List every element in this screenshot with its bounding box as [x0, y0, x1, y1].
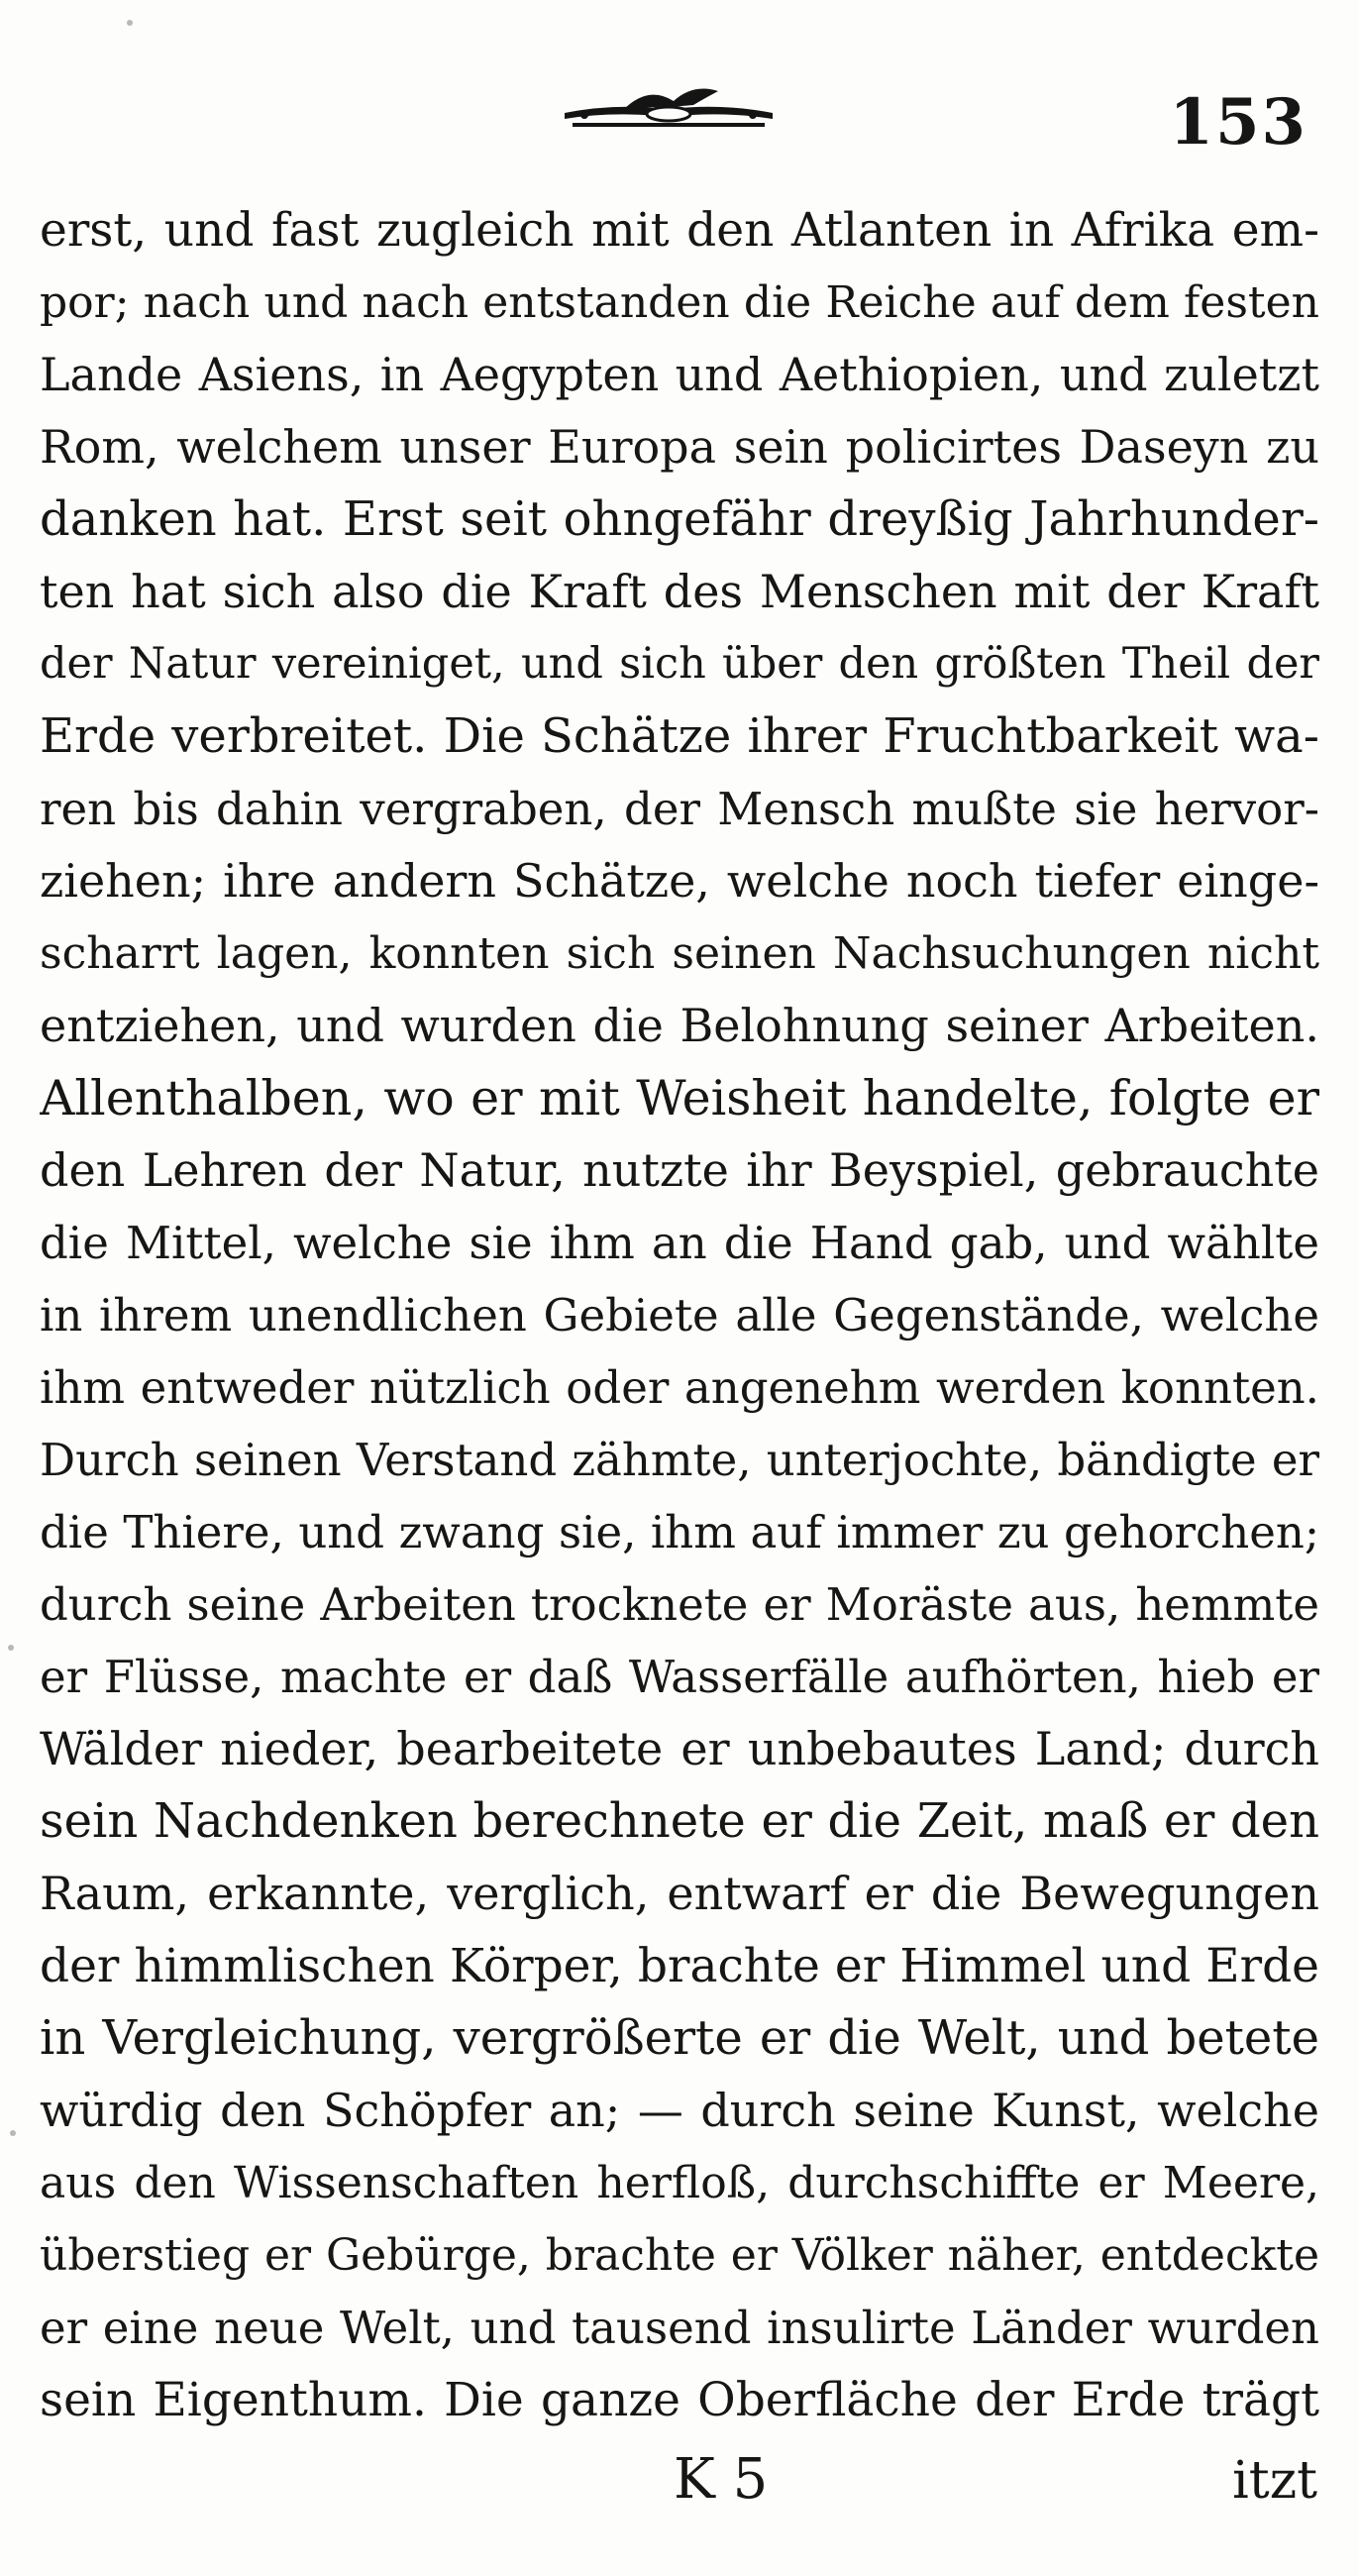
text-line: die Mittel, welche sie ihm an die Hand gab, und wählte — [40, 1217, 1319, 1269]
signature-mark: K 5 — [674, 2447, 769, 2512]
ornament-vignette — [555, 79, 783, 139]
text-line: der himmlischen Körper, brachte er Himmel und Erde — [40, 1939, 1319, 1993]
catchword: itzt — [1232, 2451, 1317, 2511]
text-line: Wälder nieder, bearbeitete er unbebautes Land; durch — [40, 1722, 1319, 1775]
text-line: den Lehren der Natur, nutzte ihr Beyspiel, gebrauchte — [40, 1143, 1319, 1197]
paper-speck — [10, 2130, 16, 2136]
text-line: sein Nachdenken berechnete er die Zeit, maß er den — [40, 1793, 1319, 1849]
text-line: würdig den Schöpfer an; — durch seine Kunst, welche — [40, 2084, 1319, 2137]
paper-speck — [127, 20, 133, 26]
text-line: ten hat sich also die Kraft des Menschen mit der Kraft — [40, 565, 1319, 618]
text-line: der Natur vereiniget, und sich über den größten Theil der — [40, 639, 1319, 689]
text-line: ihm entweder nützlich oder angenehm werden konnten. — [40, 1361, 1319, 1414]
text-line: por; nach und nach entstanden die Reiche auf dem festen — [40, 277, 1319, 328]
text-line: Rom, welchem unser Europa sein policirtes Daseyn zu — [40, 420, 1319, 474]
text-line: sein Eigenthum. Die ganze Oberfläche der Erde trägt — [40, 2373, 1319, 2427]
text-line: erst, und fast zugleich mit den Atlanten in Afrika em- — [40, 203, 1319, 258]
text-line: entziehen, und wurden die Belohnung seiner Arbeiten. — [40, 999, 1319, 1052]
paper-speck — [8, 1645, 14, 1651]
text-line: die Thiere, und zwang sie, ihm auf immer zu gehorchen; — [40, 1506, 1319, 1558]
text-line: Raum, erkannte, verglich, entwarf er die Bewegungen — [40, 1867, 1319, 1920]
text-line: Lande Asiens, in Aegypten und Aethiopien, und zuletzt — [40, 348, 1319, 401]
text-line: überstieg er Gebürge, brachte er Völker näher, entdeckte — [40, 2230, 1319, 2281]
text-line: in ihrem unendlichen Gebiete alle Gegenstände, welche — [40, 1289, 1319, 1342]
text-line: Durch seinen Verstand zähmte, unterjochte, bändigte er — [40, 1434, 1319, 1486]
text-line: ziehen; ihre andern Schätze, welche noch tiefer einge- — [40, 854, 1319, 908]
body-text — [40, 194, 1319, 2436]
page-number: 153 — [1169, 85, 1307, 160]
text-line: aus den Wissenschaften herfloß, durchschiffte er Meere, — [40, 2158, 1319, 2208]
text-line: danken hat. Erst seit ohngefähr dreyßig Jahrhunder- — [40, 491, 1319, 547]
text-line: durch seine Arbeiten trocknete er Moräste aus, hemmte — [40, 1578, 1319, 1631]
text-line: Allenthalben, wo er mit Weisheit handelte, folgte er — [40, 1070, 1319, 1127]
text-line: er eine neue Welt, und tausend insulirte Länder wurden — [40, 2302, 1319, 2354]
text-line: er Flüsse, machte er daß Wasserfälle aufhörten, hieb er — [40, 1651, 1319, 1703]
text-line: Erde verbreitet. Die Schätze ihrer Fruchtbarkeit wa- — [40, 708, 1319, 764]
text-line: scharrt lagen, konnten sich seinen Nachsuchungen nicht — [40, 928, 1319, 979]
text-line: ren bis dahin vergraben, der Mensch mußte sie hervor- — [40, 783, 1319, 835]
text-line: in Vergleichung, vergrößerte er die Welt, und betete — [40, 2010, 1319, 2066]
